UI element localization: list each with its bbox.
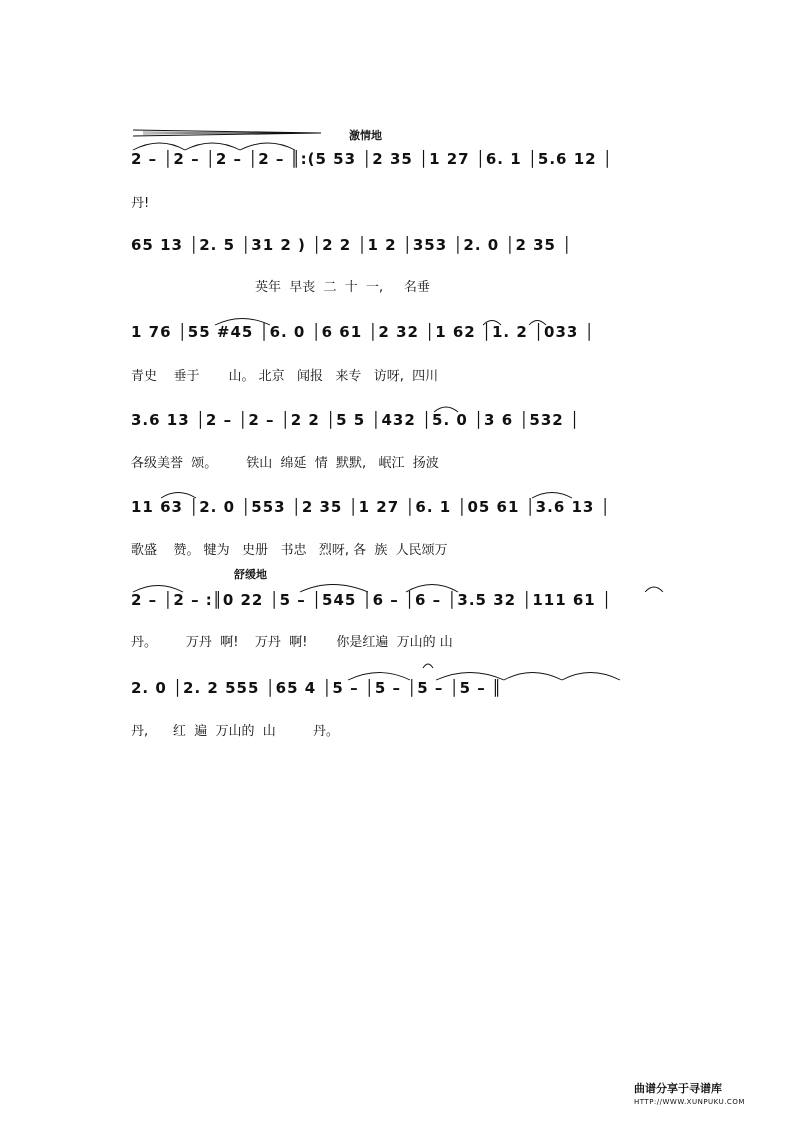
tempo-mark-passionate: 激情地 xyxy=(349,129,382,142)
lyrics-row-6: 丹。 万丹 啊! 万丹 啊! 你是红遍 万山的 山 xyxy=(131,635,453,650)
lyrics-row-1: 丹! xyxy=(131,196,150,211)
notation-row-6: 2 – │2 – :║0 22 │5 – │545 │6 – │6 – │3.5 32 │111 61 │ xyxy=(131,591,612,609)
notation-row-1: 2 – │2 – │2 – │2 – ║:(5 53 │2 35 │1 27 │6. 1 │5.6 12 │ xyxy=(131,150,613,168)
lyrics-row-5: 歌盛 赞。 犍为 史册 书忠 烈呀, 各 族 人民颂万 xyxy=(131,543,448,558)
watermark-url: HTTP://WWW.XUNPUKU.COM xyxy=(634,1098,745,1106)
notation-row-2: 65 13 │2. 5 │31 2 ) │2 2 │1 2 │353 │2. 0 │2 35 │ xyxy=(131,236,573,254)
lyrics-row-7: 丹, 红 遍 万山的 山 丹。 xyxy=(131,724,339,739)
notation-row-4: 3.6 13 │2 – │2 – │2 2 │5 5 │432 │5. 0 │3 6 │532 │ xyxy=(131,411,580,429)
lyrics-row-4: 各级美誉 颂。 铁山 绵延 情 默默, 岷江 扬波 xyxy=(131,456,439,471)
lyrics-row-3: 青史 垂于 山。 北京 闻报 来专 访呀, 四川 xyxy=(131,369,439,384)
notation-row-5: 11 63 │2. 0 │553 │2 35 │1 27 │6. 1 │05 61 │3.6 13 │ xyxy=(131,498,611,516)
notation-row-3: 1 76 │55 #45 │6. 0 │6 61 │2 32 │1 62 │1. 2 │033 │ xyxy=(131,323,595,341)
lyrics-row-2: 英年 早丧 二 十 一, 名垂 xyxy=(131,280,430,295)
notation-row-7: 2. 0 │2. 2 555 │65 4 │5 – │5 – │5 – │5 – ║ xyxy=(131,679,503,697)
watermark-title: 曲谱分享于寻谱库 xyxy=(634,1082,722,1095)
crescendo-hairpin xyxy=(133,128,321,138)
tempo-mark-gentle: 舒缓地 xyxy=(234,568,267,581)
source-watermark xyxy=(634,1080,774,1106)
